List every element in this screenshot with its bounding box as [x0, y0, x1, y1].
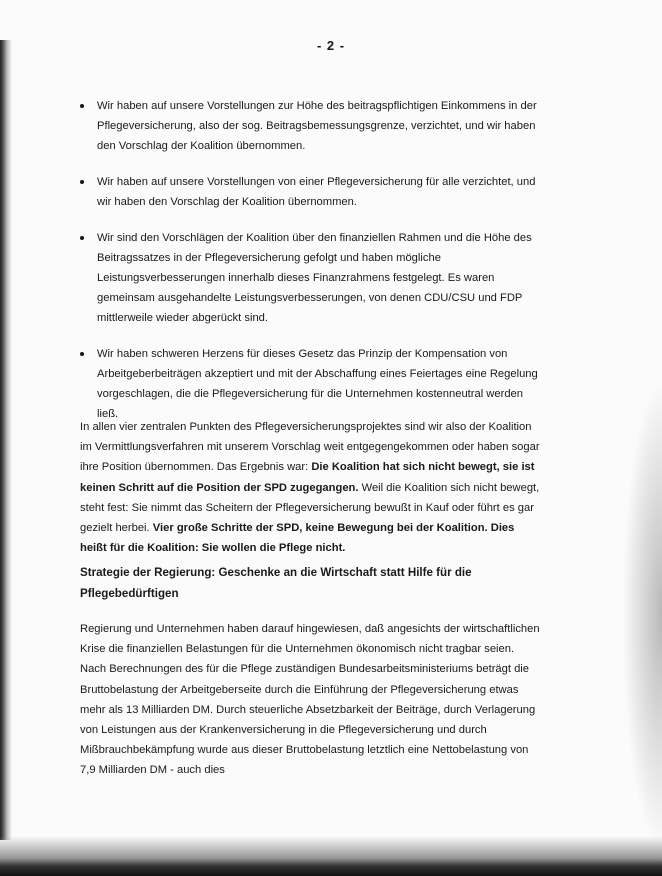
bullet-dot-icon — [80, 104, 84, 108]
scan-shadow-left — [0, 40, 12, 840]
bullet-dot-icon — [80, 180, 84, 184]
summary-intro: In allen vier zentralen Punkten des Pflegeversicherungsprojektes sind wir also der Koalition im Vermittlungsverfahren mit unserem Vorschlag weit entgegengekommen oder haben sogar ihre Position übernommen. Das Ergebnis war: — [80, 421, 540, 474]
list-item — [74, 172, 544, 212]
bullet-dot-icon — [80, 236, 84, 240]
section-heading: Strategie der Regierung: Geschenke an die Wirtschaft statt Hilfe für die Pflegebedürftigen — [80, 566, 472, 600]
list-item — [74, 228, 544, 328]
scan-shadow-right — [622, 380, 662, 850]
body-paragraph: Regierung und Unternehmen haben darauf hingewiesen, daß angesichts der wirtschaftlichen Krise die finanziellen Belastungen für die Unternehmen ökonomisch nicht tragbar seien. Nach Berechnungen des für die Pflege zuständigen Bundesarbeitsministeriums beträgt die Bruttobelastung der Arbeitgeberseite durch die Einführung der Pflegeversicherung etwas mehr als 13 Milliarden DM. Durch steuerliche Absetzbarkeit der Beiträge, durch Verlagerung von Leistungen aus der Krankenversicherung in die Pflegeversicherung und durch Mißbrauchbekämpfung wurde aus dieser Bruttobelastung letztlich eine Nettobelastung von 7,9 Milliarden DM - auch dies — [80, 623, 540, 777]
page-number: - 2 - — [316, 38, 346, 53]
bullet-text: Wir haben auf unsere Vorstellungen von einer Pflegeversicherung für alle verzichtet, und wir haben den Vorschlag der Koalition übernommen. — [97, 176, 536, 208]
summary-middle: Weil die Koalition sich nicht bewegt, steht fest: Sie nimmt das Scheitern der Pflegeversicherung bewußt in Kauf oder führt es gar gezielt herbei. — [80, 481, 540, 535]
summary-bold-conclusion: Vier große Schritte der SPD, keine Bewegung bei der Koalition. Dies heißt für die Koalition: Sie wollen die Pflege nicht. — [80, 522, 515, 555]
bullet-dot-icon — [80, 352, 84, 356]
summary-bold-statement: Die Koalition hat sich nicht bewegt, sie ist keinen Schritt auf die Position der SPD zugegangen. — [80, 461, 535, 494]
bullet-text: Wir haben auf unsere Vorstellungen zur Höhe des beitragspflichtigen Einkommens in der Pflegeversicherung, also der sog. Beitragsbemessungsgrenze, verzichtet, und wir haben den Vorschlag der Koalition übernommen. — [97, 100, 537, 152]
bullet-text: Wir haben schweren Herzens für dieses Gesetz das Prinzip der Kompensation von Arbeitgeberbeiträgen akzeptiert und mit der Abschaffung eines Feiertages eine Regelung vorgeschlagen, die die Pflegeversicherung für die Unternehmen kostenneutral werden ließ. — [97, 348, 538, 420]
bullet-text: Wir sind den Vorschlägen der Koalition über den finanziellen Rahmen und die Höhe des Beitragssatzes in der Pflegeversicherung gefolgt und haben mögliche Leistungsverbesserungen innerhalb dieses Finanzrahmens festgelegt. Es waren gemeinsam ausgehandelte Leistungsverbesserungen, von denen CDU/CSU und FDP mittlerweile wieder abgerückt sind. — [97, 232, 532, 324]
summary-paragraph — [80, 417, 540, 558]
list-item — [74, 344, 544, 424]
scan-shadow-bottom — [0, 836, 662, 876]
bullet-list — [74, 96, 544, 424]
list-item — [74, 96, 544, 156]
